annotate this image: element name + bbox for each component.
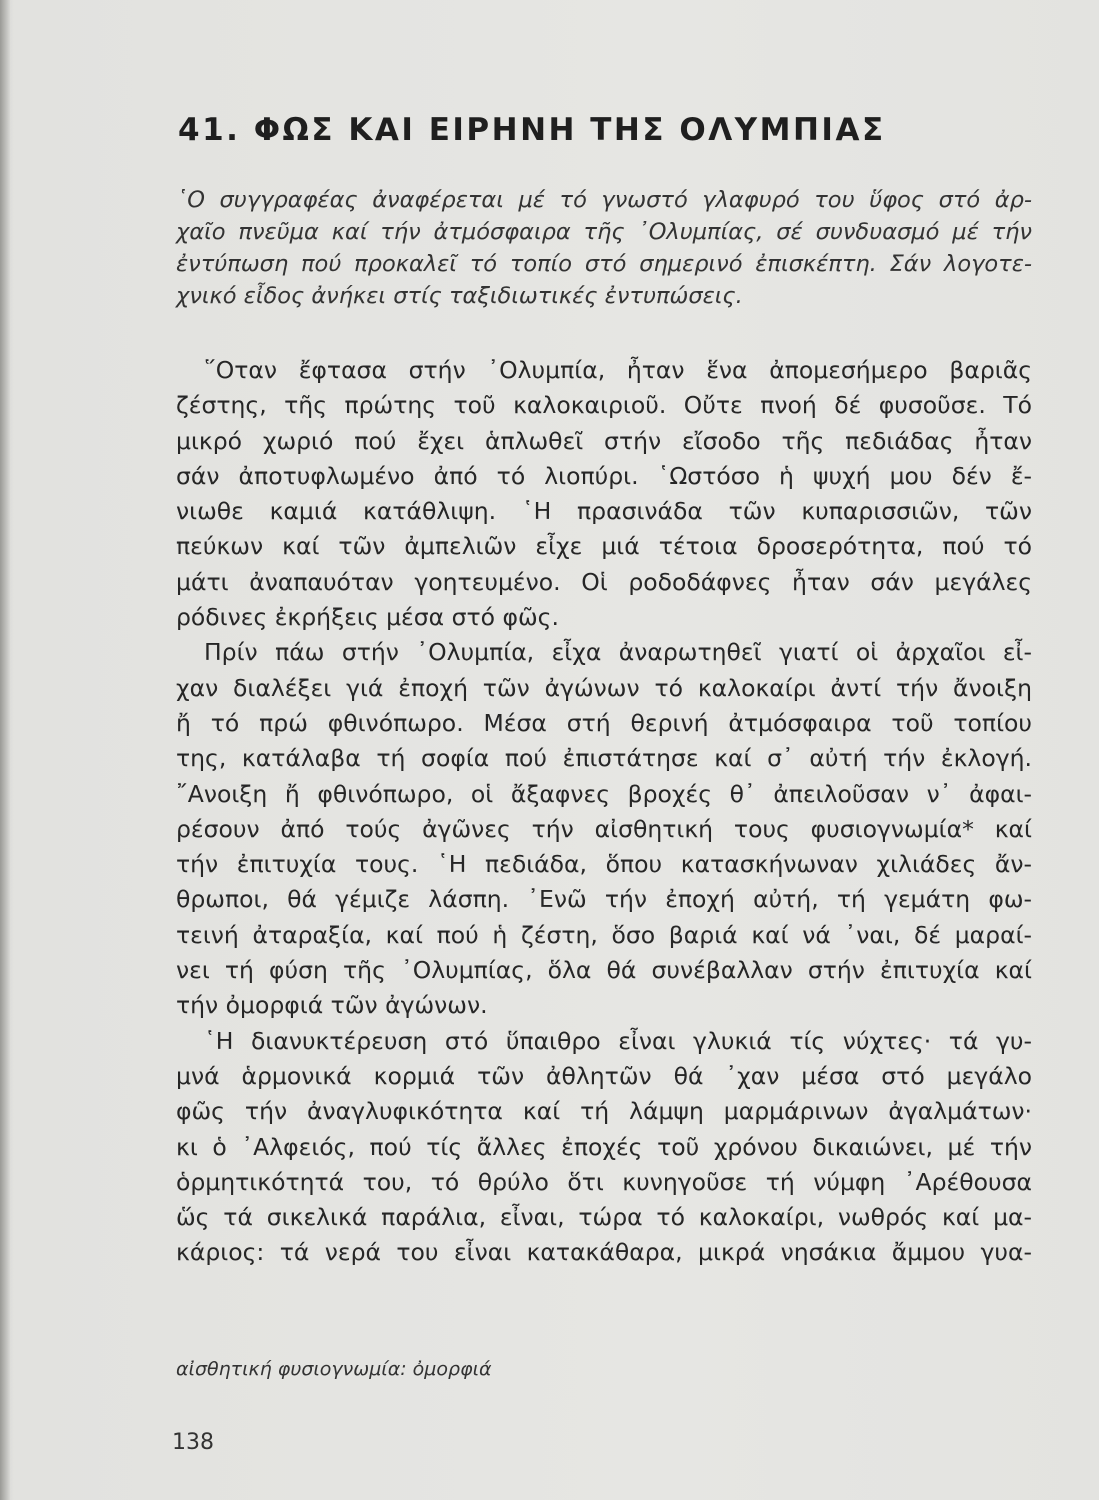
page-number: 138 (172, 1430, 214, 1455)
text-line: τήν ἐπιτυχία τους. ῾Η πεδιάδα, ὅπου κατασκήνωναν χιλιάδες ἄν- (176, 850, 1032, 879)
paragraph-1 (176, 353, 1032, 635)
text-line: μικρό χωριό πού ἔχει ἁπλωθεῖ στήν εἴσοδο τῆς πεδιάδας ἦταν (176, 426, 1032, 455)
text-line: τεινή ἀταραξία, καί πού ἡ ζέστη, ὅσο βαριά καί νά ᾽ναι, δέ μαραί- (176, 920, 1032, 949)
footnote: αἰσθητική φυσιογνωμία: ὀμορφιά (176, 1358, 492, 1380)
body-text (176, 353, 1032, 1271)
text-line: ῎Ανοιξη ἤ φθινόπωρο, οἱ ἄξαφνες βροχές θ᾽ ἀπειλοῦσαν ν᾽ ἀφαι- (176, 779, 1032, 808)
text-line: κάριος: τά νερά του εἶναι κατακάθαρα, μικρά νησάκια ἄμμου γυα- (176, 1238, 1032, 1267)
text-line: ῞Οταν ἔφτασα στήν ᾽Ολυμπία, ἦταν ἕνα ἀπομεσήμερο βαριᾶς (204, 356, 1032, 384)
text-line: τήν ὀμορφιά τῶν ἀγώνων. (176, 991, 488, 1020)
paragraph-2 (176, 635, 1032, 1023)
intro-line: ἐντύπωση πού προκαλεῖ τό τοπίο στό σημερινό ἐπισκέπτη. Σάν λογοτε- (176, 251, 1032, 277)
text-line: μάτι ἀναπαυόταν γοητευμένο. Οἱ ροδοδάφνες ἦταν σάν μεγάλες (176, 567, 1032, 596)
text-line: χαν διαλέξει γιά ἐποχή τῶν ἀγώνων τό καλοκαίρι ἀντί τήν ἄνοιξη (176, 673, 1032, 702)
text-line: θρωποι, θά γέμιζε λάσπη. ᾽Ενῶ τήν ἐποχή αὐτή, τή γεμάτη φω- (176, 885, 1032, 914)
intro-line: ῾Ο συγγραφέας ἀναφέρεται μέ τό γνωστό γλαφυρό του ὕφος στό ἀρ- (176, 187, 1032, 213)
text-line: ὁρμητικότητά του, τό θρύλο ὅτι κυνηγοῦσε τή νύμφη ᾽Αρέθουσα (176, 1167, 1032, 1196)
text-line: ὥς τά σικελικά παράλια, εἶναι, τώρα τό καλοκαίρι, νωθρός καί μα- (176, 1203, 1032, 1232)
intro-line: χαῖο πνεῦμα καί τήν ἀτμόσφαιρα τῆς ᾽Ολυμπίας, σέ συνδυασμό μέ τήν (176, 219, 1032, 245)
text-line: πεύκων καί τῶν ἀμπελιῶν εἶχε μιά τέτοια δροσερότητα, πού τό (176, 532, 1032, 561)
text-line: μνά ἁρμονικά κορμιά τῶν ἀθλητῶν θά ᾽χαν μέσα στό μεγάλο (176, 1061, 1032, 1090)
text-line: ῾Η διανυκτέρευση στό ὕπαιθρο εἶναι γλυκιά τίς νύχτες· τά γυ- (204, 1026, 1032, 1055)
text-line: κι ὁ ᾽Αλφειός, πού τίς ἄλλες ἐποχές τοῦ χρόνου δικαιώνει, μέ τήν (176, 1132, 1032, 1161)
text-line: σάν ἀποτυφλωμένο ἀπό τό λιοπύρι. ῾Ωστόσο ἡ ψυχή μου δέν ἔ- (176, 461, 1032, 490)
page-spine-shadow (0, 0, 10, 1500)
paragraph-3 (176, 1024, 1032, 1271)
intro-line: χνικό εἶδος ἀνήκει στίς ταξιδιωτικές ἐντυπώσεις. (176, 283, 743, 309)
text-line: ρέσουν ἀπό τούς ἀγῶνες τήν αἰσθητική τους φυσιογνωμία* καί (176, 814, 1032, 843)
text-line: Πρίν πάω στήν ᾽Ολυμπία, εἶχα ἀναρωτηθεῖ γιατί οἱ ἀρχαῖοι εἶ- (204, 638, 1032, 667)
text-line: νιωθε καμιά κατάθλιψη. ῾Η πρασινάδα τῶν κυπαρισσιῶν, τῶν (176, 497, 1032, 526)
chapter-intro (176, 184, 1032, 312)
text-line: ζέστης, τῆς πρώτης τοῦ καλοκαιριοῦ. Οὔτε πνοή δέ φυσοῦσε. Τό (176, 391, 1032, 420)
text-line: ρόδινες ἐκρήξεις μέσα στό φῶς. (176, 603, 559, 632)
text-line: ἤ τό πρώ φθινόπωρο. Μέσα στή θερινή ἀτμόσφαιρα τοῦ τοπίου (176, 708, 1032, 737)
text-line: νει τή φύση τῆς ᾽Ολυμπίας, ὅλα θά συνέβαλλαν στήν ἐπιτυχία καί (176, 956, 1032, 985)
chapter-title: 41. ΦΩΣ ΚΑΙ ΕΙΡΗΝΗ ΤΗΣ ΟΛΥΜΠΙΑΣ (178, 112, 886, 148)
text-line: της, κατάλαβα τή σοφία πού ἐπιστάτησε καί σ᾽ αὐτή τήν ἐκλογή. (176, 744, 1032, 773)
text-line: φῶς τήν ἀναγλυφικότητα καί τή λάμψη μαρμάρινων ἀγαλμάτων· (176, 1097, 1032, 1126)
